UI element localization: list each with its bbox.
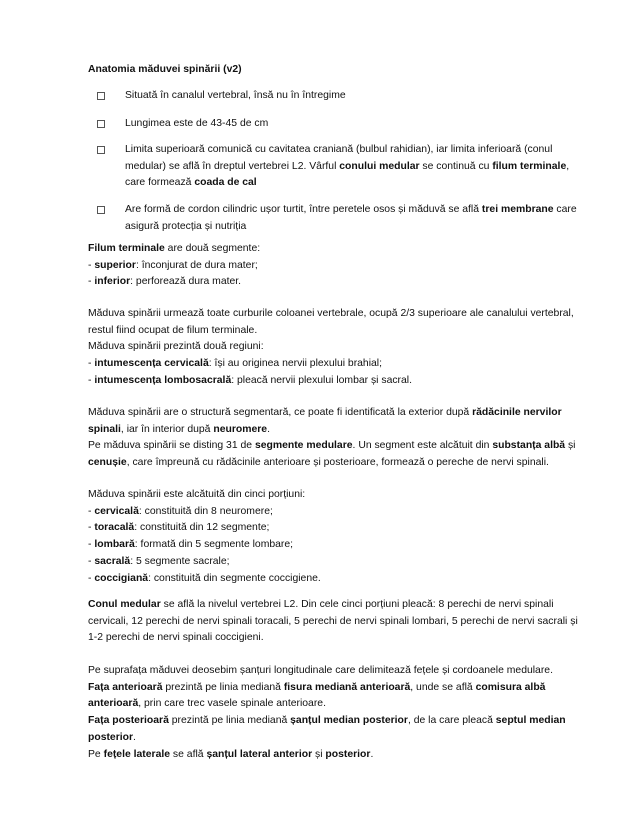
text-run: Limita superioară comunică cu cavitatea craniană (bulbul rahidian), iar limita inferioară (conul medular) se află în dreptul vertebrei L2. Vârful [125,144,553,172]
text-line [88,520,598,537]
text-run: : formată din 5 segmente lombare; [134,539,294,551]
paragraph [88,597,598,647]
text-run: : înconjurat de dura mater; [135,259,258,271]
text-run: , care împreună cu rădăcinile anterioare și posterioare, formează o pereche de nervi spinali. [126,457,549,469]
bold-term: toracală [94,522,135,534]
text-line [88,438,598,455]
text-run: . [133,731,136,743]
text-run: : 5 segmente sacrale; [130,555,230,567]
text-line [88,422,598,439]
text-line [88,373,598,390]
text-run: - [88,358,95,370]
bold-term: intumescența cervicală [94,358,209,370]
bullet-text [125,88,587,105]
bullet-text [125,116,587,133]
bold-term: posterior [88,731,134,743]
text-line [88,258,598,275]
bold-term: posterior [325,748,371,760]
bold-term: comisura albă [475,681,546,693]
bold-term: substanța albă [492,440,566,452]
text-run: cervicali, 12 perechi de nervi spinali toracali, 5 perechi de nervi spinali lombari, 5 perechi de nervi sacrali și [88,615,578,627]
text-line [88,274,598,291]
text-run: Pe [88,748,104,760]
text-line [88,455,598,472]
bold-term: sacrală [94,555,131,567]
bold-term: conului medular [339,160,420,172]
text-line [88,323,598,340]
text-run: : constituită din segmente coccigiene. [148,572,321,584]
checkbox-bullet-icon [97,120,105,128]
bold-term: trei membrane [481,204,554,215]
bold-term: Conul medular [88,599,161,610]
text-run: , prin care trec vasele spinale anterioare. [138,698,326,710]
checkbox-bullet-icon [97,146,105,154]
bullet-text [125,202,587,235]
bold-term: lombară [94,539,135,551]
text-run: - [88,555,95,567]
text-line [88,630,598,647]
text-run: - [88,522,95,534]
text-run: Lungimea este de 43-45 de cm [125,118,269,129]
text-line [88,405,598,422]
text-run: Măduva spinării urmează toate curburile coloanei vertebrale, ocupă 2/3 superioare ale canalului vertebral, [88,308,574,319]
text-line [88,730,598,747]
bold-term: filum terminale [492,160,567,172]
text-run: Pe suprafața măduvei deosebim șanțuri longitudinale care delimitează fețele și cordoanele medulare. [88,665,553,676]
text-line [88,696,598,713]
text-run: care asigură protecția și nutriția [125,204,577,232]
bold-term: coada de cal [194,177,257,189]
text-run: : pleacă nervii plexului lombar și sacral. [231,374,412,386]
text-line [88,537,598,554]
bold-term: inferior [94,276,131,288]
text-run: prezintă pe linia mediană [162,681,284,693]
text-run: Are formă de cordon cilindric ușor turtit, între peretele osos și măduvă se află [125,204,482,215]
bold-term: segmente medulare [254,440,353,452]
text-run: : perforează dura mater. [130,276,242,288]
paragraph [88,241,598,291]
bold-term: șanțul median posterior [290,715,408,727]
text-line [88,241,598,258]
text-run: Măduva spinării prezintă două regiuni: [88,341,264,353]
text-line [88,571,598,588]
text-run: : constituită din 8 neuromere; [138,505,273,517]
text-run: : își au originea nervii plexului brahial; [208,358,382,370]
bold-term: anterioară [88,698,139,710]
text-run: , unde se află [410,681,476,693]
bold-term: Fața posterioară [88,715,169,727]
bold-term: șanțul lateral anterior [206,748,313,760]
text-run: - [88,276,95,288]
text-run: - [88,539,95,551]
text-line [88,554,598,571]
text-line [88,356,598,373]
text-run: se află la nivelul vertebrei L2. Din cele cinci porțiuni pleacă: 8 perechi de nervi spinali [160,599,554,610]
text-run: - [88,572,95,584]
text-run: restul fiind ocupat de filum terminale. [88,324,258,336]
text-run: 1-2 perechi de nervi spinali coccigieni. [88,632,264,644]
text-run: se află [170,748,207,760]
text-run: , iar în interior după [120,423,214,435]
text-run: . [370,748,374,760]
text-run: - [88,505,95,517]
text-run: Măduva spinării are o structură segmentară, ce poate fi identificată la exterior după [88,407,473,418]
text-run: și [565,440,576,452]
paragraph [88,663,598,763]
text-run: se continuă cu [419,160,493,172]
text-line [88,663,598,680]
text-line [88,713,598,730]
text-run: prezintă pe linia mediană [168,715,291,727]
text-run: are două segmente: [164,243,261,254]
text-run: . [267,423,270,435]
text-run: , care formează [125,160,570,189]
text-line [88,597,598,614]
checkbox-bullet-icon [97,92,105,100]
bold-term: septul median [495,715,566,727]
paragraph [88,405,598,472]
text-run: : constituită din 12 segmente; [134,522,270,534]
bold-term: intumescența lombosacrală [94,374,232,386]
text-run: Situată în canalul vertebral, însă nu în întregime [125,90,346,101]
bold-term: fețele laterale [103,748,171,760]
bullet-text [125,142,587,192]
bold-term: Fața anterioară [88,681,163,693]
text-line [88,306,598,323]
bold-term: rădăcinile nervilor [472,407,562,418]
bold-term: cervicală [94,505,139,517]
text-line [88,487,598,504]
bold-term: fisura mediană anterioară [283,681,411,693]
text-run: Pe măduva spinării se disting 31 de [88,440,255,452]
document-title: Anatomia măduvei spinării (v2) [88,64,242,75]
bold-term: neuromere [213,423,268,435]
bold-term: cenușie [88,457,127,469]
text-line [88,504,598,521]
text-line [88,339,598,356]
bold-term: Filum terminale [88,243,165,254]
checkbox-bullet-icon [97,206,105,214]
paragraph [88,487,598,587]
text-run: și [312,748,326,760]
bold-term: spinali [88,423,121,435]
bold-term: superior [94,259,136,271]
text-run: - [88,259,95,271]
text-run: . Un segment este alcătuit din [352,440,493,452]
text-run: , de la care pleacă [407,715,496,727]
bold-term: coccigiană [94,572,149,584]
paragraph [88,306,598,390]
text-run: Măduva spinării este alcătuită din cinci porțiuni: [88,489,306,500]
text-line [88,614,598,631]
text-line [88,747,598,764]
text-line [88,680,598,697]
text-run: - [88,374,95,386]
